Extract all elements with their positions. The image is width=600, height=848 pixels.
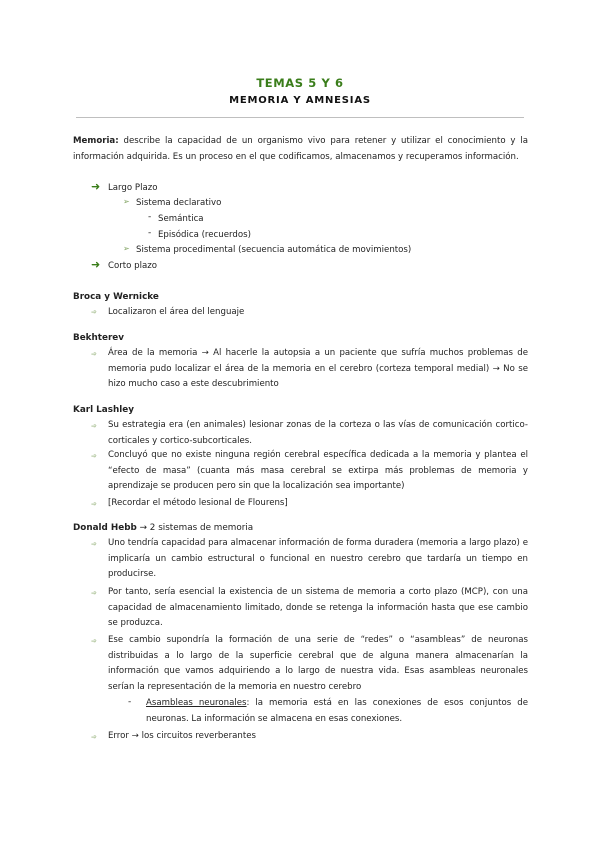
bullet-icon: ➾	[91, 589, 97, 597]
intro-text: describe la capacidad de un organismo vivo para retener y utilizar el conocimiento y la información adquirida. Es un proceso en el que codificamos, almacenamos y recuperamos información.	[73, 136, 528, 162]
section-heading-broca: Broca y Wernicke	[73, 292, 159, 302]
hebb-item-3: Ese cambio supondría la formación de una serie de “redes” o “asambleas” de neuronas distribuidas a lo largo de la superficie cerebral que de alguna manera almacenarían la información que vamos adquiriendo a lo largo de nuestra vida. Esas asambleas neuronales serían la representación de la memoria en nuestro cerebro	[108, 635, 528, 692]
page-title: TEMAS 5 Y 6	[256, 76, 344, 90]
section-heading-bekhterev: Bekhterev	[73, 333, 124, 343]
section-heading-hebb	[73, 523, 253, 533]
tree-procedimental: Sistema procedimental (secuencia automática de movimientos)	[136, 245, 412, 255]
dash-bullet-icon: -	[148, 212, 152, 222]
triangle-bullet-icon: ➢	[123, 244, 130, 253]
hebb-item-1: Uno tendría capacidad para almacenar información de forma duradera (memoria a largo plazo) e implicaría un cambio estructural o funcional en nuestro cerebro que tardaría un tiempo en producirse.	[108, 538, 528, 580]
asambleas-term: Asambleas neuronales	[146, 698, 247, 708]
hebb-item-2: Por tanto, sería esencial la existencia de un sistema de memoria a corto plazo (MCP), con una capacidad de almacenamiento limitado, donde se retenga la información hasta que ese cambio se produzca.	[108, 587, 528, 629]
bullet-icon: ➾	[91, 540, 97, 548]
bullet-icon: ➾	[91, 733, 97, 741]
bullet-icon: ➾	[91, 500, 97, 508]
hebb-item-last: Error → los circuitos reverberantes	[108, 731, 256, 741]
hebb-subitem	[146, 696, 528, 727]
hebb-heading-rest: → 2 sistemas de memoria	[136, 523, 254, 533]
bullet-icon: ➾	[91, 452, 97, 460]
page-subtitle: MEMORIA Y AMNESIAS	[229, 95, 371, 106]
tree-corto-plazo: Corto plazo	[108, 261, 158, 271]
bullet-icon: ➾	[91, 350, 97, 358]
tree-semantica: Semántica	[158, 214, 204, 224]
lashley-item-1: Su estrategia era (en animales) lesionar zonas de la corteza o las vías de comunicación cortico-corticales y cortico-subcorticales.	[108, 420, 528, 446]
bekhterev-item: Área de la memoria → Al hacerle la autopsia a un paciente que sufría muchos problemas de memoria pudo localizar el área de la memoria en el cerebro (corteza temporal medial) → No se hizo mucho caso a este descubrimiento	[108, 348, 528, 390]
tree-episodica: Episódica (recuerdos)	[158, 230, 251, 240]
tree-largo-plazo: Largo Plazo	[108, 183, 158, 193]
tree-declarativo: Sistema declarativo	[136, 198, 222, 208]
bullet-icon: ➾	[91, 308, 97, 316]
dash-bullet-icon: -	[128, 697, 132, 707]
intro-term: Memoria:	[73, 136, 119, 146]
bullet-icon: ➾	[91, 422, 97, 430]
triangle-bullet-icon: ➢	[123, 197, 130, 206]
broca-item: Localizaron el área del lenguaje	[108, 307, 245, 317]
section-heading-lashley: Karl Lashley	[73, 405, 134, 415]
intro-paragraph	[73, 134, 528, 165]
arrow-bullet-icon: ➜	[91, 180, 101, 193]
lashley-item-2: Concluyó que no existe ninguna región cerebral específica dedicada a la memoria y plantea el “efecto de masa” (cuanta más masa cerebral se extirpa más problemas de memoria y aprendizaje se producen pero sin que la localización sea importante)	[108, 450, 528, 492]
lashley-item-3: [Recordar el método lesional de Flourens]	[108, 498, 288, 508]
hebb-heading-name: Donald Hebb	[73, 523, 137, 533]
title-divider	[76, 117, 524, 118]
arrow-bullet-icon: ➜	[91, 258, 101, 271]
bullet-icon: ➾	[91, 637, 97, 645]
asambleas-text: : la memoria está en las conexiones de esos conjuntos de neuronas. La información se almacena en esas conexiones.	[146, 698, 528, 724]
dash-bullet-icon: -	[148, 228, 152, 238]
